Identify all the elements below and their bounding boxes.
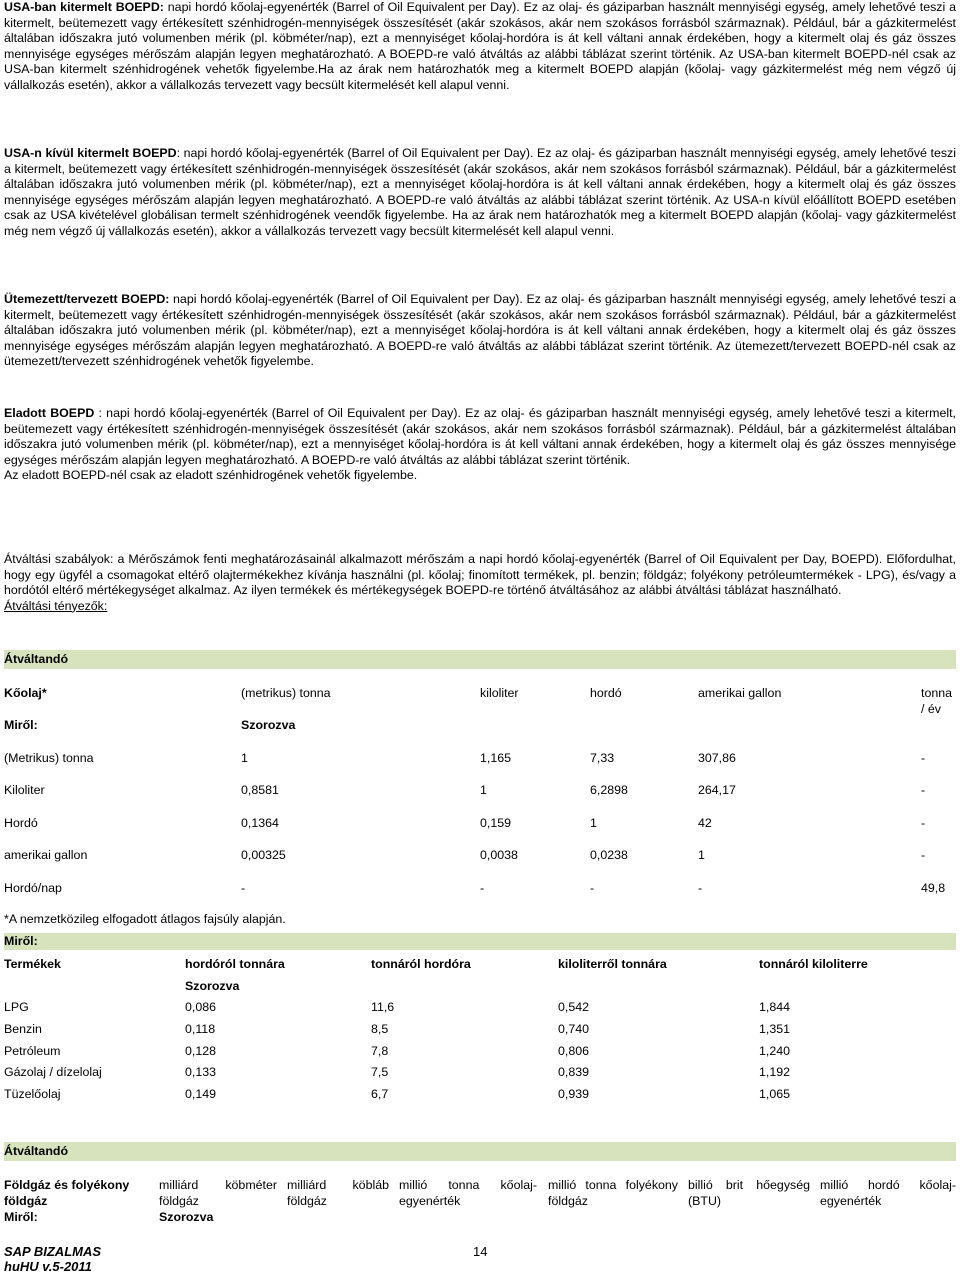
table-cell: 1,240 xyxy=(759,1044,791,1058)
column-header: hordóról tonnára xyxy=(185,957,285,971)
product-label: Földgáz és folyékony földgáz xyxy=(4,1178,130,1208)
table-cell: 49,8 xyxy=(921,881,946,895)
column-header: kiloliterről tonnára xyxy=(558,957,667,971)
column-header: millió tonna folyékony földgáz xyxy=(548,1178,678,1208)
table-cell: 0,0238 xyxy=(590,848,628,862)
confidential-label: SAP BIZALMAS xyxy=(4,1244,102,1259)
table-cell: 7,8 xyxy=(371,1044,389,1058)
row-label: Petróleum xyxy=(4,1044,61,1058)
table-cell: 0,128 xyxy=(185,1044,217,1058)
table-cell: 1,351 xyxy=(759,1022,791,1036)
column-header: milliárd köbláb földgáz xyxy=(287,1178,389,1208)
section-sold-boepd xyxy=(4,406,956,484)
row-label: Kiloliter xyxy=(4,783,45,797)
table-cell: - xyxy=(241,881,246,895)
multiply-label: Szorozva xyxy=(159,1210,214,1224)
column-header: kiloliter xyxy=(480,686,519,700)
table-cell: 1,844 xyxy=(759,1000,791,1014)
table-cell: 7,5 xyxy=(371,1065,389,1079)
table-cell: 6,7 xyxy=(371,1087,389,1101)
table-cell: 1 xyxy=(241,751,248,765)
table-cell: - xyxy=(921,848,926,862)
section-extra: Az eladott BOEPD-nél csak az eladott szénhidrogének vehetők figyelembe. xyxy=(4,468,418,483)
footnote: *A nemzetközileg elfogadott átlagos fajsúly alapján. xyxy=(4,912,286,926)
conversion-factors-heading: Átváltási tényezők: xyxy=(4,598,108,613)
row-label: amerikai gallon xyxy=(4,848,88,862)
table-cell: 0,806 xyxy=(558,1044,590,1058)
convert-band: Átváltandó xyxy=(4,650,956,669)
table-cell: 0,542 xyxy=(558,1000,590,1014)
row-label: Benzin xyxy=(4,1022,42,1036)
table-cell: - xyxy=(480,881,485,895)
table-cell: 1,192 xyxy=(759,1065,791,1079)
row-label: LPG xyxy=(4,1000,29,1014)
multiply-label: Szorozva xyxy=(185,979,240,993)
column-header: hordó xyxy=(590,686,622,700)
from-band: Miről: xyxy=(4,933,956,950)
table-cell: 0,086 xyxy=(185,1000,217,1014)
product-label: Kőolaj* xyxy=(4,686,47,700)
rules-text: Átváltási szabályok: a Mérőszámok fenti meghatározásainál alkalmazott mérőszám a napi hordó kőolaj-egyenérték (Barrel of Oil Equivalent per Day, BOEPD). Előfordulhat, hogy egy ügyfél a csomagokat eltérő olajtermékekhez kívánja használni (pl. kőolaj; finomított termékek, pl. benzin; földgáz; folyékony petróleumtermékek - LPG), és/vagy a hordótól eltérő mértékegységet alkalmaz. Az ilyen termékek és mértékegységek BOEPD-re történő átváltásához az alábbi átváltási táblázat használható. xyxy=(4,552,956,598)
column-header: millió tonna kőolaj-egyenérték xyxy=(399,1178,537,1208)
column-header: milliárd köbméter földgáz xyxy=(159,1178,277,1208)
section-text: napi hordó kőolaj-egyenérték (Barrel of Oil Equivalent per Day). Ez az olaj- és gáziparban használt mennyiségi egység, amely lehetővé teszi a kitermelt, beütemezett vagy értékesített szénhidrogén-mennyiségek összesítését (akár szokásos, akár nem szokásos forrásból származnak). Például, bár a gázkitermelést általában időszakra jutó volumenben mérik (pl. köbméter/nap), ezt a mennyiséget kőolaj-hordóra is át kell váltani annak érdekében, hogy a kitermelt olaj és gáz összes mennyisége egységes mérőszám alapján legyen meghatározható. A BOEPD-re való átváltás az alábbi táblázat szerint történik. Az USA-ban kitermelt BOEPD-nél csak az USA-ban kitermelt szénhidrogének vehetők figyelembe.Ha az árak nem határozhatók meg a kitermelt BOEPD alapján (kőolaj- vagy gázkitermelést még nem végző új vállalkozás esetén), akkor a vállalkozás tervezett vagy becsült kitermelését kell alapul venni. xyxy=(4,0,956,92)
table-cell: 42 xyxy=(698,816,712,830)
table-cell: - xyxy=(921,816,926,830)
section-non-usa-boepd xyxy=(4,146,956,240)
table-cell: 0,1364 xyxy=(241,816,279,830)
section-title: USA-n kívül kitermelt BOEPD xyxy=(4,146,177,160)
column-header: tonnáról hordóra xyxy=(371,957,471,971)
section-title: Ütemezett/tervezett BOEPD: xyxy=(4,292,170,306)
multiply-label: Szorozva xyxy=(241,718,296,732)
section-scheduled-boepd xyxy=(4,292,956,370)
table-cell: 0,118 xyxy=(185,1022,216,1036)
from-label: Miről: xyxy=(4,1210,38,1224)
section-usa-boepd xyxy=(4,0,956,94)
section-text: napi hordó kőolaj-egyenérték (Barrel of Oil Equivalent per Day). Ez az olaj- és gáziparban használt mennyiségi egység, amely lehetővé teszi a kitermelt, beütemezett vagy értékesített szénhidrogén-mennyiségek összesítését (akár szokásos, akár nem szokásos forrásból származnak). Például, bár a gázkitermelést általában időszakra jutó volumenben mérik (pl. köbméter/nap), ezt a mennyiséget kőolaj-hordóra is át kell váltani annak érdekében, hogy a kitermelt olaj és gáz összes mennyisége egységes mérőszám alapján legyen meghatározható. A BOEPD-re való átváltás az alábbi táblázat szerint történik. Az ütemezett/tervezett BOEPD-nél csak az ütemezett/tervezett szénhidrogének vehetők figyelembe. xyxy=(4,292,956,369)
table-cell: 0,149 xyxy=(185,1087,217,1101)
section-title: USA-ban kitermelt BOEPD: xyxy=(4,0,164,14)
row-label: Gázolaj / dízelolaj xyxy=(4,1065,102,1079)
table-cell: 1,065 xyxy=(759,1087,791,1101)
row-label: Hordó/nap xyxy=(4,881,62,895)
version-label: huHU v.5-2011 xyxy=(4,1259,92,1274)
section-text: : napi hordó kőolaj-egyenérték (Barrel of Oil Equivalent per Day). Ez az olaj- és gáziparban használt mennyiségi egység, amely lehetővé teszi a kitermelt, beütemezett vagy értékesített szénhidrogén-mennyiségek összesítését (akár szokásos, akár nem szokásos forrásból származnak). Például, bár a gázkitermelést általában időszakra jutó volumenben mérik (pl. köbméter/nap), ezt a mennyiséget kőolaj-hordóra is át kell váltani annak érdekében, hogy a kitermelt olaj és gáz összes mennyisége egységes mérőszám alapján legyen meghatározható. A BOEPD-re való átváltás az alábbi táblázat szerint történik. Az USA-n kívül előállított BOEPD esetében csak az USA kivételével globálisan termelt szénhidrogének veendők figyelembe. Ha az árak nem határozhatók meg a kitermelt BOEPD alapján (kőolaj- vagy gázkitermelést még nem végző új vállalkozás esetén), akkor a vállalkozás tervezett vagy becsült kitermelését kell alapul venni. xyxy=(4,146,956,238)
table-cell: 0,939 xyxy=(558,1087,590,1101)
table-cell: - xyxy=(921,783,926,797)
row-label: Tüzelőolaj xyxy=(4,1087,61,1101)
column-header: amerikai gallon xyxy=(698,686,782,700)
section-text: : napi hordó kőolaj-egyenérték (Barrel of Oil Equivalent per Day). Ez az olaj- és gáziparban használt mennyiségi egység, amely lehetővé teszi a kitermelt, beütemezett vagy értékesített szénhidrogén-mennyiségek összesítését (akár szokásos, akár nem szokásos forrásból származnak). Például, bár a gázkitermelést általában időszakra jutó volumenben mérik (pl. köbméter/nap), ezt a mennyiséget kőolaj-hordóra is át kell váltani annak érdekében, hogy a kitermelt olaj és gáz összes mennyisége egységes mérőszám alapján legyen meghatározható. A BOEPD-re való átváltás az alábbi táblázat szerint történik. xyxy=(4,406,956,467)
table-cell: 8,5 xyxy=(371,1022,389,1036)
column-header: tonnáról kiloliterre xyxy=(759,957,868,971)
section-title: Eladott BOEPD xyxy=(4,406,95,420)
table-cell: 0,00325 xyxy=(241,848,286,862)
column-header: Termékek xyxy=(4,957,61,971)
table-cell: 0,740 xyxy=(558,1022,590,1036)
table-cell: 0,133 xyxy=(185,1065,217,1079)
convert-band: Átváltandó xyxy=(4,1142,956,1161)
table-cell: - xyxy=(590,881,595,895)
table-cell: 0,0038 xyxy=(480,848,518,862)
table-cell: 6,2898 xyxy=(590,783,628,797)
table-cell: 1 xyxy=(590,816,597,830)
table-cell: 7,33 xyxy=(590,751,615,765)
column-header: tonna / év xyxy=(921,686,953,716)
row-label: (Metrikus) tonna xyxy=(4,751,94,765)
column-header: millió hordó kőolaj-egyenérték xyxy=(820,1178,956,1208)
page-number: 14 xyxy=(473,1244,488,1259)
table-cell: 0,839 xyxy=(558,1065,590,1079)
column-header: (metrikus) tonna xyxy=(241,686,331,700)
column-header: billió brit hőegység (BTU) xyxy=(688,1178,810,1208)
table-cell: 307,86 xyxy=(698,751,736,765)
table-cell: 264,17 xyxy=(698,783,736,797)
table-cell: - xyxy=(921,751,926,765)
table-cell: 1,165 xyxy=(480,751,512,765)
table-cell: - xyxy=(698,881,703,895)
table-cell: 1 xyxy=(480,783,487,797)
from-label: Miről: xyxy=(4,718,38,732)
table-cell: 0,8581 xyxy=(241,783,279,797)
table-cell: 1 xyxy=(698,848,705,862)
table-cell: 0,159 xyxy=(480,816,512,830)
row-label: Hordó xyxy=(4,816,38,830)
table-cell: 11,6 xyxy=(371,1000,395,1014)
conversion-rules xyxy=(4,552,956,614)
